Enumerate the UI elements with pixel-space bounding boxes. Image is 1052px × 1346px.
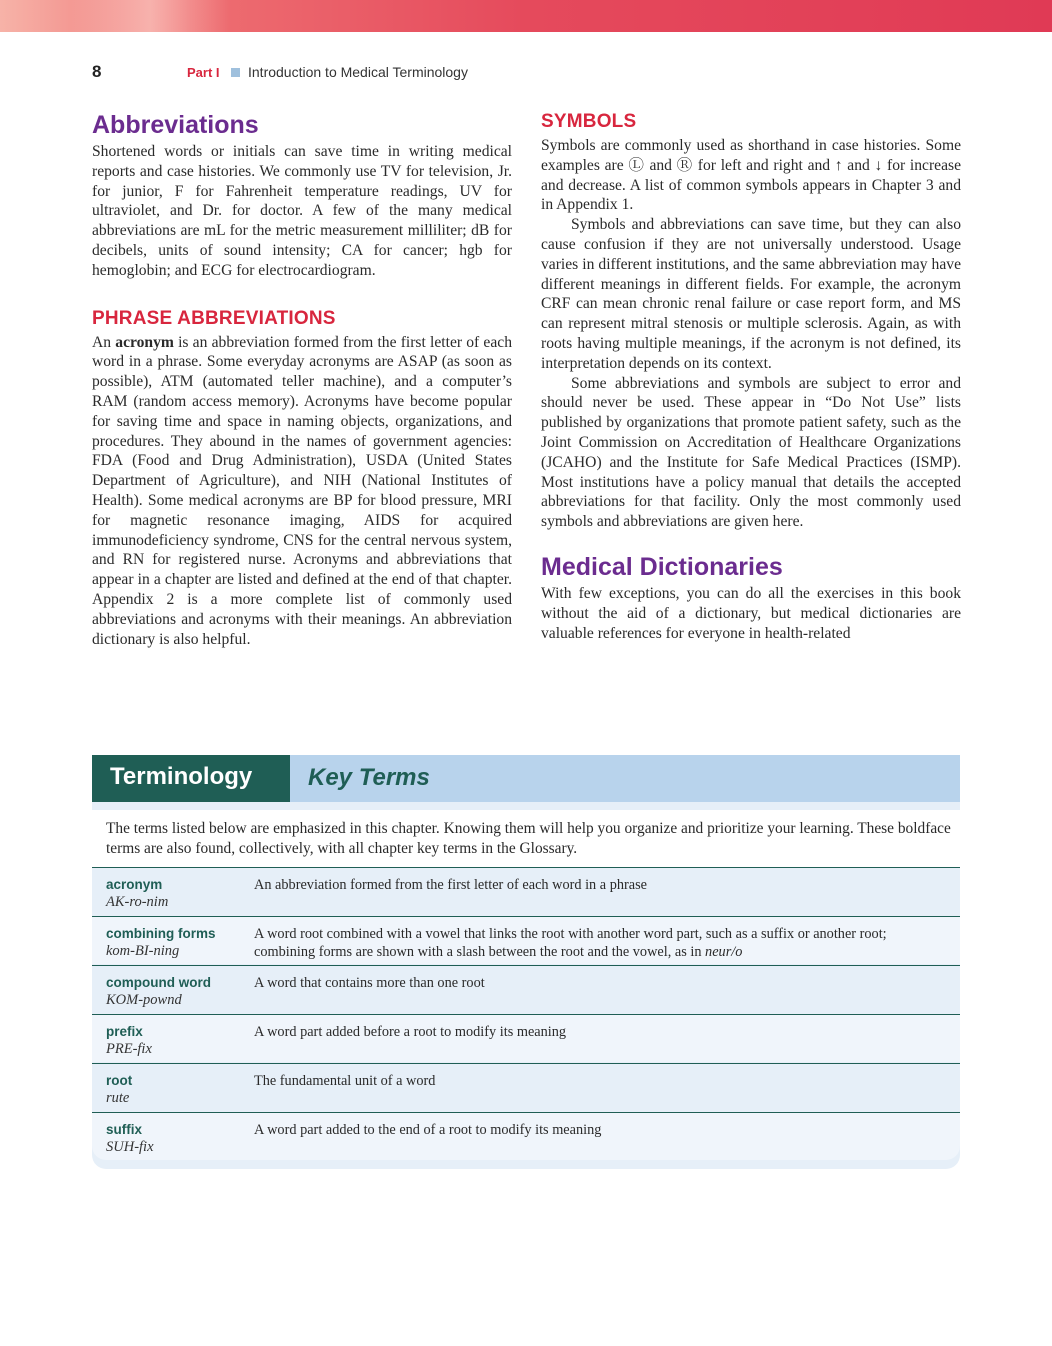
term-definition <box>254 926 944 961</box>
symbols-heading: SYMBOLS <box>541 111 637 132</box>
term-row <box>92 916 960 964</box>
term-definition-example: neur/o <box>705 943 743 960</box>
term-word: compound word <box>106 975 211 990</box>
part-label: Part I <box>187 65 220 80</box>
symbols-paragraph-1: Symbols are commonly used as shorthand in case histories. Some examples are Ⓛ and Ⓡ for left and right and ↑ and ↓ for increase and decrease. A list of common symbols appears in Chapter 3 and in Appendix 1. <box>541 137 961 214</box>
symbols-paragraph-3: Some abbreviations and symbols are subject to error and should never be used. These appear in “Do Not Use” lists published by organizations that promote patient safety, such as the Joint Commission on Accreditation of Healthcare Organizations (JCAHO) and the Institute for Safe Medical Practices (ISMP). Most institutions have a policy manual that details the accepted abbreviations for that facility. Only the most commonly used symbols and abbreviations are given here. <box>541 374 961 531</box>
term-word: prefix <box>106 1024 143 1039</box>
page-number: 8 <box>92 62 102 81</box>
acronym-term: acronym <box>115 333 174 351</box>
term-row <box>92 867 960 915</box>
terminology-title: Terminology <box>110 763 253 790</box>
term-definition: A word part added before a root to modify its meaning <box>254 1024 567 1040</box>
phrase-text-rest: is an abbreviation formed from the first letter of each word in a phrase. Some everyday acronyms are ASAP (as soon as possible), ATM (automated teller machine), and a computer’s RAM (random access memory). Acronyms have become popular for saving time and space in naming objects, organizations, and procedures. They abound in the names of government agencies: FDA (Food and Drug Administration), USDA (United States Department of Agriculture), and NIH (National Institutes of Health). Some medical acronyms are BP for blood pressure, MRI for magnetic resonance imaging, AIDS for acquired immunodeficiency syndrome, CNS for the central nervous system, and RN for registered nurse. Acronyms and abbreviations that appear in a chapter are listed and defined at the end of that chapter. Appendix 2 is a more complete list of commonly used abbreviations and acronyms with their meanings. An abbreviation dictionary is also helpful. <box>92 333 512 648</box>
term-pronunciation: SUH-fix <box>106 1139 154 1155</box>
key-terms-box <box>92 755 960 1169</box>
term-word: root <box>106 1073 133 1088</box>
decorative-top-banner <box>0 0 1052 32</box>
right-column <box>541 108 961 643</box>
key-terms-subtitle: Key Terms <box>308 764 430 791</box>
term-definition: The fundamental unit of a word <box>254 1073 436 1089</box>
term-row <box>92 1112 960 1160</box>
term-pronunciation: PRE-fix <box>106 1041 152 1057</box>
term-word: acronym <box>106 877 163 892</box>
term-word: suffix <box>106 1122 143 1137</box>
square-separator-icon <box>231 68 240 77</box>
term-definition: An abbreviation formed from the first letter of each word in a phrase <box>254 877 648 893</box>
term-definition-text: A word root combined with a vowel that links the root with another word part, such as a suffix or another root; combining forms are shown with a slash between the root and the vowel, as in <box>254 926 887 960</box>
term-pronunciation: AK-ro-nim <box>106 894 169 910</box>
phrase-text-start: An <box>92 333 116 351</box>
phrase-abbreviations-paragraph <box>92 333 512 650</box>
key-terms-header <box>92 755 960 802</box>
banner-artwork <box>70 0 230 32</box>
term-definition: A word part added to the end of a root to modify its meaning <box>254 1122 602 1138</box>
abbreviations-paragraph: Shortened words or initials can save time in writing medical reports and case histories. We commonly use TV for television, Jr. for junior, F for Fahrenheit temperature readings, UV for ultraviolet, and Dr. for doctor. A few of the many medical abbreviations are mL for the metric measurement milliliter; dB for decibels, units of sound intensity; CA for cancer; hgb for hemoglobin; and ECG for electrocardiogram. <box>92 143 512 279</box>
symbols-paragraph-2: Symbols and abbreviations can save time, but they can also cause confusion if they are not universally understood. Usage varies in different institutions, and the same abbreviation may have different meanings in different fields. For example, the acronym CRF can mean chronic renal failure or case report form, and MS can represent mitral stenosis or multiple sclerosis. Again, as with roots having multiple meanings, if the acronym is not defined, its interpretation depends on its context. <box>541 216 961 372</box>
key-terms-intro: The terms listed below are emphasized in this chapter. Knowing them will help you organize and prioritize your learning. These boldface terms are also found, collectively, with all chapter key terms in the Glossary. <box>106 820 951 857</box>
abbreviations-heading: Abbreviations <box>92 111 259 139</box>
term-pronunciation: KOM-pownd <box>106 992 182 1008</box>
running-header <box>92 62 962 84</box>
term-word: combining forms <box>106 926 216 941</box>
term-row <box>92 965 960 1013</box>
left-column <box>92 108 512 649</box>
term-definition: A word that contains more than one root <box>254 975 485 991</box>
terminology-tab <box>92 755 290 802</box>
term-row <box>92 1014 960 1062</box>
medical-dictionaries-heading: Medical Dictionaries <box>541 552 783 581</box>
term-row <box>92 1063 960 1111</box>
term-pronunciation: kom-BI-ning <box>106 943 180 959</box>
chapter-title: Introduction to Medical Terminology <box>248 64 468 80</box>
term-pronunciation: rute <box>106 1090 130 1106</box>
phrase-abbreviations-heading: PHRASE ABBREVIATIONS <box>92 307 336 329</box>
medical-dictionaries-paragraph: With few exceptions, you can do all the exercises in this book without the aid of a dictionary, but medical dictionaries are valuable references for everyone in health-related <box>541 584 961 642</box>
